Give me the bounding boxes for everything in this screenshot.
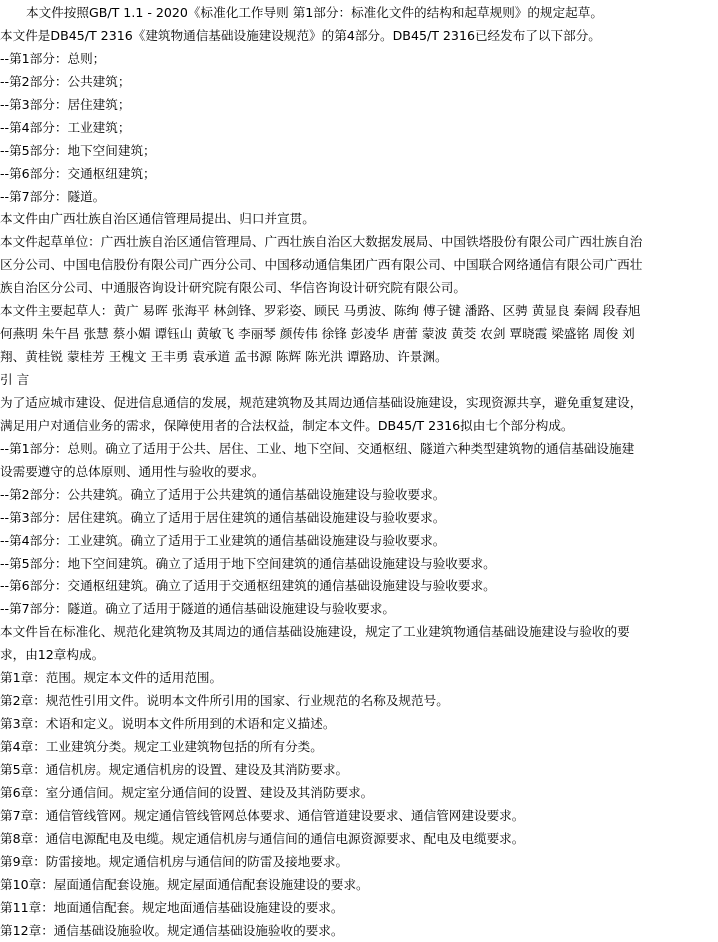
drafters-line: 翔、黄桂锐 蒙桂芳 王槐文 王丰勇 袁承道 孟书源 陈辉 陈光洪 谭路劢、许景渊。 (0, 346, 716, 369)
part-description: --第3部分：居住建筑。确立了适用于居住建筑的通信基础设施建设与验收要求。 (0, 507, 716, 530)
part-description: --第1部分：总则。确立了适用于公共、居住、工业、地下空间、交通枢纽、隧道六种类型建筑物的通信基础设施建 (0, 438, 716, 461)
introduction-paragraph: 满足用户对通信业务的需求，保障使用者的合法权益，制定本文件。DB45/T 2316拟由七个部分构成。 (0, 415, 716, 438)
purpose-paragraph: 本文件旨在标准化、规范化建筑物及其周边的通信基础设施建设，规定了工业建筑物通信基础设施建设与验收的要 (0, 621, 716, 644)
introduction-heading: 引 言 (0, 369, 716, 392)
drafting-basis-line: 本文件按照GB/T 1.1 - 2020《标准化工作导则 第1部分：标准化文件的结构和起草规则》的规定起草。 (0, 2, 716, 25)
part-list-item: --第5部分：地下空间建筑； (0, 140, 716, 163)
chapter-item: 第1章：范围。规定本文件的适用范围。 (0, 667, 716, 690)
drafting-units-line: 族自治区分公司、中通服咨询设计研究院有限公司、华信咨询设计研究院有限公司。 (0, 277, 716, 300)
chapter-item: 第3章：术语和定义。说明本文件所用到的术语和定义描述。 (0, 713, 716, 736)
part-list-item: --第2部分：公共建筑； (0, 71, 716, 94)
drafters-line: 何燕明 朱午昌 张慧 蔡小媚 谭钰山 黄敏飞 李丽琴 颜传伟 徐锋 彭凌华 唐蕾 蒙波 黄茭 农剑 覃晓霞 梁盛铭 周俊 刘 (0, 323, 716, 346)
chapter-item: 第5章：通信机房。规定通信机房的设置、建设及其消防要求。 (0, 759, 716, 782)
part-description: --第4部分：工业建筑。确立了适用于工业建筑的通信基础设施建设与验收要求。 (0, 530, 716, 553)
chapter-item: 第7章：通信管线管网。规定通信管线管网总体要求、通信管道建设要求、通信管网建设要求。 (0, 805, 716, 828)
part-description: --第5部分：地下空间建筑。确立了适用于地下空间建筑的通信基础设施建设与验收要求。 (0, 553, 716, 576)
chapter-item: 第2章：规范性引用文件。说明本文件所引用的国家、行业规范的名称及规范号。 (0, 690, 716, 713)
chapter-item: 第11章：地面通信配套。规定地面通信基础设施建设的要求。 (0, 897, 716, 920)
part-list-item: --第7部分：隧道。 (0, 186, 716, 209)
introduction-paragraph: 为了适应城市建设、促进信息通信的发展，规范建筑物及其周边通信基础设施建设，实现资源共享，避免重复建设， (0, 392, 716, 415)
part-description: --第6部分：交通枢纽建筑。确立了适用于交通枢纽建筑的通信基础设施建设与验收要求。 (0, 575, 716, 598)
part-list-item: --第4部分：工业建筑； (0, 117, 716, 140)
chapter-item: 第9章：防雷接地。规定通信机房与通信间的防雷及接地要求。 (0, 851, 716, 874)
chapter-item: 第10章：屋面通信配套设施。规定屋面通信配套设施建设的要求。 (0, 874, 716, 897)
chapter-item: 第4章：工业建筑分类。规定工业建筑物包括的所有分类。 (0, 736, 716, 759)
proposer-line: 本文件由广西壮族自治区通信管理局提出、归口并宣贯。 (0, 208, 716, 231)
drafting-units-line: 区分公司、中国电信股份有限公司广西分公司、中国移动通信集团广西有限公司、中国联合网络通信有限公司广西壮 (0, 254, 716, 277)
part-list-item: --第6部分：交通枢纽建筑； (0, 163, 716, 186)
part-description: --第2部分：公共建筑。确立了适用于公共建筑的通信基础设施建设与验收要求。 (0, 484, 716, 507)
part-description: --第7部分：隧道。确立了适用于隧道的通信基础设施建设与验收要求。 (0, 598, 716, 621)
chapter-item: 第8章：通信电源配电及电缆。规定通信机房与通信间的通信电源资源要求、配电及电缆要求。 (0, 828, 716, 851)
chapter-item: 第6章：室分通信间。规定室分通信间的设置、建设及其消防要求。 (0, 782, 716, 805)
drafters-line: 本文件主要起草人：黄广 易晖 张海平 林剑锋、罗彩姿、顾民 马勇波、陈绚 傅子键 潘路、区骋 黄显良 秦阔 段春旭 (0, 300, 716, 323)
part-list-item: --第1部分：总则； (0, 48, 716, 71)
chapter-item: 第12章：通信基础设施验收。规定通信基础设施验收的要求。 (0, 920, 716, 942)
part-list-item: --第3部分：居住建筑； (0, 94, 716, 117)
part-intro-line: 本文件是DB45/T 2316《建筑物通信基础设施建设规范》的第4部分。DB45/T 2316已经发布了以下部分。 (0, 25, 716, 48)
purpose-paragraph: 求，由12章构成。 (0, 644, 716, 667)
drafting-units-line: 本文件起草单位：广西壮族自治区通信管理局、广西壮族自治区大数据发展局、中国铁塔股份有限公司广西壮族自治 (0, 231, 716, 254)
part-description: 设需要遵守的总体原则、通用性与验收的要求。 (0, 461, 716, 484)
